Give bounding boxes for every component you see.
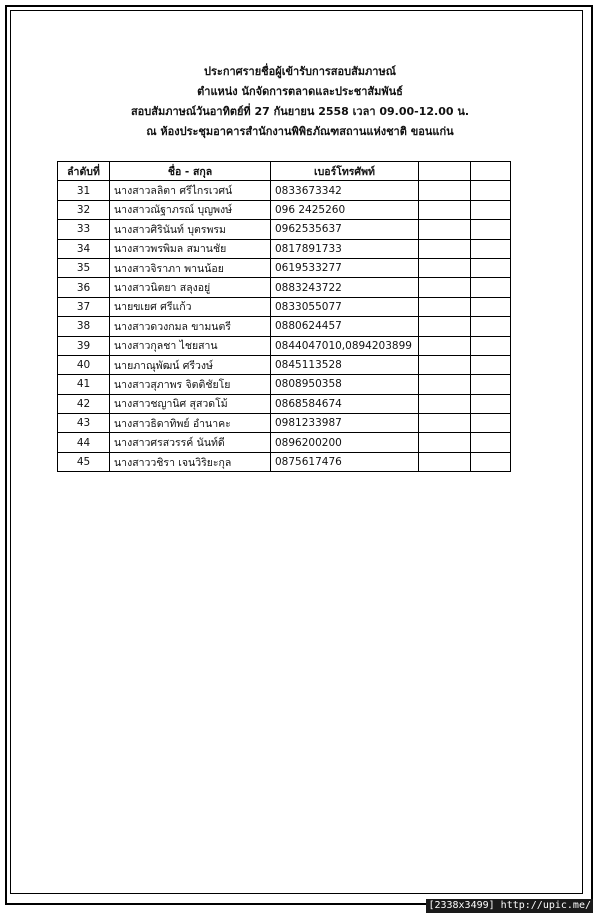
blank-cell-2 [471,278,511,297]
order-number-cell: 31 [58,181,110,200]
order-number-cell: 41 [58,375,110,394]
order-number-cell: 39 [58,336,110,355]
phone-number-cell: 0817891733 [271,239,419,258]
candidate-table [57,161,511,472]
blank-cell-1 [419,336,471,355]
table-row [58,375,511,394]
phone-number-cell: 0845113528 [271,355,419,374]
blank-cell-2 [471,375,511,394]
table-row [58,181,511,200]
blank-cell-1 [419,452,471,471]
table-body [58,181,511,472]
blank-cell-1 [419,297,471,316]
candidate-name-cell: นางสาวพรพิมล สมานชัย [110,239,271,258]
blank-cell-1 [419,317,471,336]
phone-number-cell: 0875617476 [271,452,419,471]
table-row [58,433,511,452]
table-row [58,355,511,374]
blank-cell-2 [471,239,511,258]
blank-cell-2 [471,452,511,471]
column-header-name: ชื่อ - สกุล [110,162,271,181]
table-row [58,414,511,433]
order-number-cell: 36 [58,278,110,297]
order-number-cell: 44 [58,433,110,452]
candidate-name-cell: นางสาวจิราภา พานน้อย [110,258,271,277]
blank-cell-1 [419,181,471,200]
phone-number-cell: 0896200200 [271,433,419,452]
position-title: ตำแหน่ง นักจัดการตลาดและประชาสัมพันธ์ [197,85,403,98]
blank-cell-2 [471,355,511,374]
blank-cell-1 [419,433,471,452]
blank-cell-2 [471,433,511,452]
blank-cell-2 [471,258,511,277]
phone-number-cell: 0619533277 [271,258,419,277]
column-header-blank-1 [419,162,471,181]
candidate-name-cell: นายภาณุพัฒน์ ศรีวงษ์ [110,355,271,374]
table-row [58,317,511,336]
candidate-name-cell: นายขเยศ ศรีแก้ว [110,297,271,316]
blank-cell-2 [471,336,511,355]
order-number-cell: 34 [58,239,110,258]
blank-cell-1 [419,394,471,413]
candidate-name-cell: นางสาวสุภาพร จิตติชัยโย [110,375,271,394]
interview-location: ณ ห้องประชุมอาคารสำนักงานพิพิธภัณฑสถานแห่งชาติ ขอนแก่น [146,125,454,138]
document-header [0,62,600,142]
blank-cell-1 [419,355,471,374]
phone-number-cell: 0833055077 [271,297,419,316]
order-number-cell: 38 [58,317,110,336]
table-row [58,239,511,258]
column-header-phone: เบอร์โทรศัพท์ [271,162,419,181]
phone-number-cell: 0962535637 [271,220,419,239]
table-row [58,278,511,297]
phone-number-cell: 096 2425260 [271,200,419,219]
phone-number-cell: 0844047010,0894203899 [271,336,419,355]
order-number-cell: 45 [58,452,110,471]
candidate-name-cell: นางสาวชญานิศ สุสวดโม้ [110,394,271,413]
candidate-name-cell: นางสาววชิรา เจนวิริยะกุล [110,452,271,471]
table-row [58,452,511,471]
table-row [58,394,511,413]
announcement-title: ประกาศรายชื่อผู้เข้ารับการสอบสัมภาษณ์ [204,65,396,78]
phone-number-cell: 0808950358 [271,375,419,394]
phone-number-cell: 0833673342 [271,181,419,200]
table-row [58,297,511,316]
candidate-name-cell: นางสาวศิรินันท์ บุตรพรม [110,220,271,239]
candidate-name-cell: นางสาวธิดาทิพย์ อำนาคะ [110,414,271,433]
candidate-name-cell: นางสาวศรสวรรค์ นันท์ดี [110,433,271,452]
candidate-name-cell: นางสาวลลิตา ศรีไกรเวศน์ [110,181,271,200]
table-row [58,200,511,219]
table-row [58,336,511,355]
column-header-blank-2 [471,162,511,181]
interview-date-time: สอบสัมภาษณ์วันอาทิตย์ที่ 27 กันยายน 2558 เวลา 09.00-12.00 น. [130,105,470,118]
phone-number-cell: 0868584674 [271,394,419,413]
phone-number-cell: 0981233987 [271,414,419,433]
table-row [58,220,511,239]
image-watermark: [2338x3499] http://upic.me/ [428,900,591,911]
blank-cell-2 [471,297,511,316]
blank-cell-1 [419,200,471,219]
order-number-cell: 32 [58,200,110,219]
table-header-row [58,162,511,181]
blank-cell-1 [419,258,471,277]
blank-cell-1 [419,278,471,297]
blank-cell-1 [419,220,471,239]
candidate-name-cell: นางสาวณัฐาภรณ์ บุญพงษ์ [110,200,271,219]
order-number-cell: 37 [58,297,110,316]
blank-cell-2 [471,220,511,239]
blank-cell-2 [471,317,511,336]
blank-cell-1 [419,239,471,258]
candidate-name-cell: นางสาวกุลชา ไชยสาน [110,336,271,355]
candidate-name-cell: นางสาวนิตยา สลุงอยู่ [110,278,271,297]
order-number-cell: 40 [58,355,110,374]
blank-cell-2 [471,200,511,219]
table-row [58,258,511,277]
blank-cell-1 [419,414,471,433]
blank-cell-2 [471,414,511,433]
blank-cell-2 [471,394,511,413]
order-number-cell: 43 [58,414,110,433]
order-number-cell: 42 [58,394,110,413]
column-header-order: ลำดับที่ [58,162,110,181]
phone-number-cell: 0880624457 [271,317,419,336]
blank-cell-2 [471,181,511,200]
candidate-name-cell: นางสาวดวงกมล ขามนตรี [110,317,271,336]
phone-number-cell: 0883243722 [271,278,419,297]
order-number-cell: 33 [58,220,110,239]
order-number-cell: 35 [58,258,110,277]
blank-cell-1 [419,375,471,394]
